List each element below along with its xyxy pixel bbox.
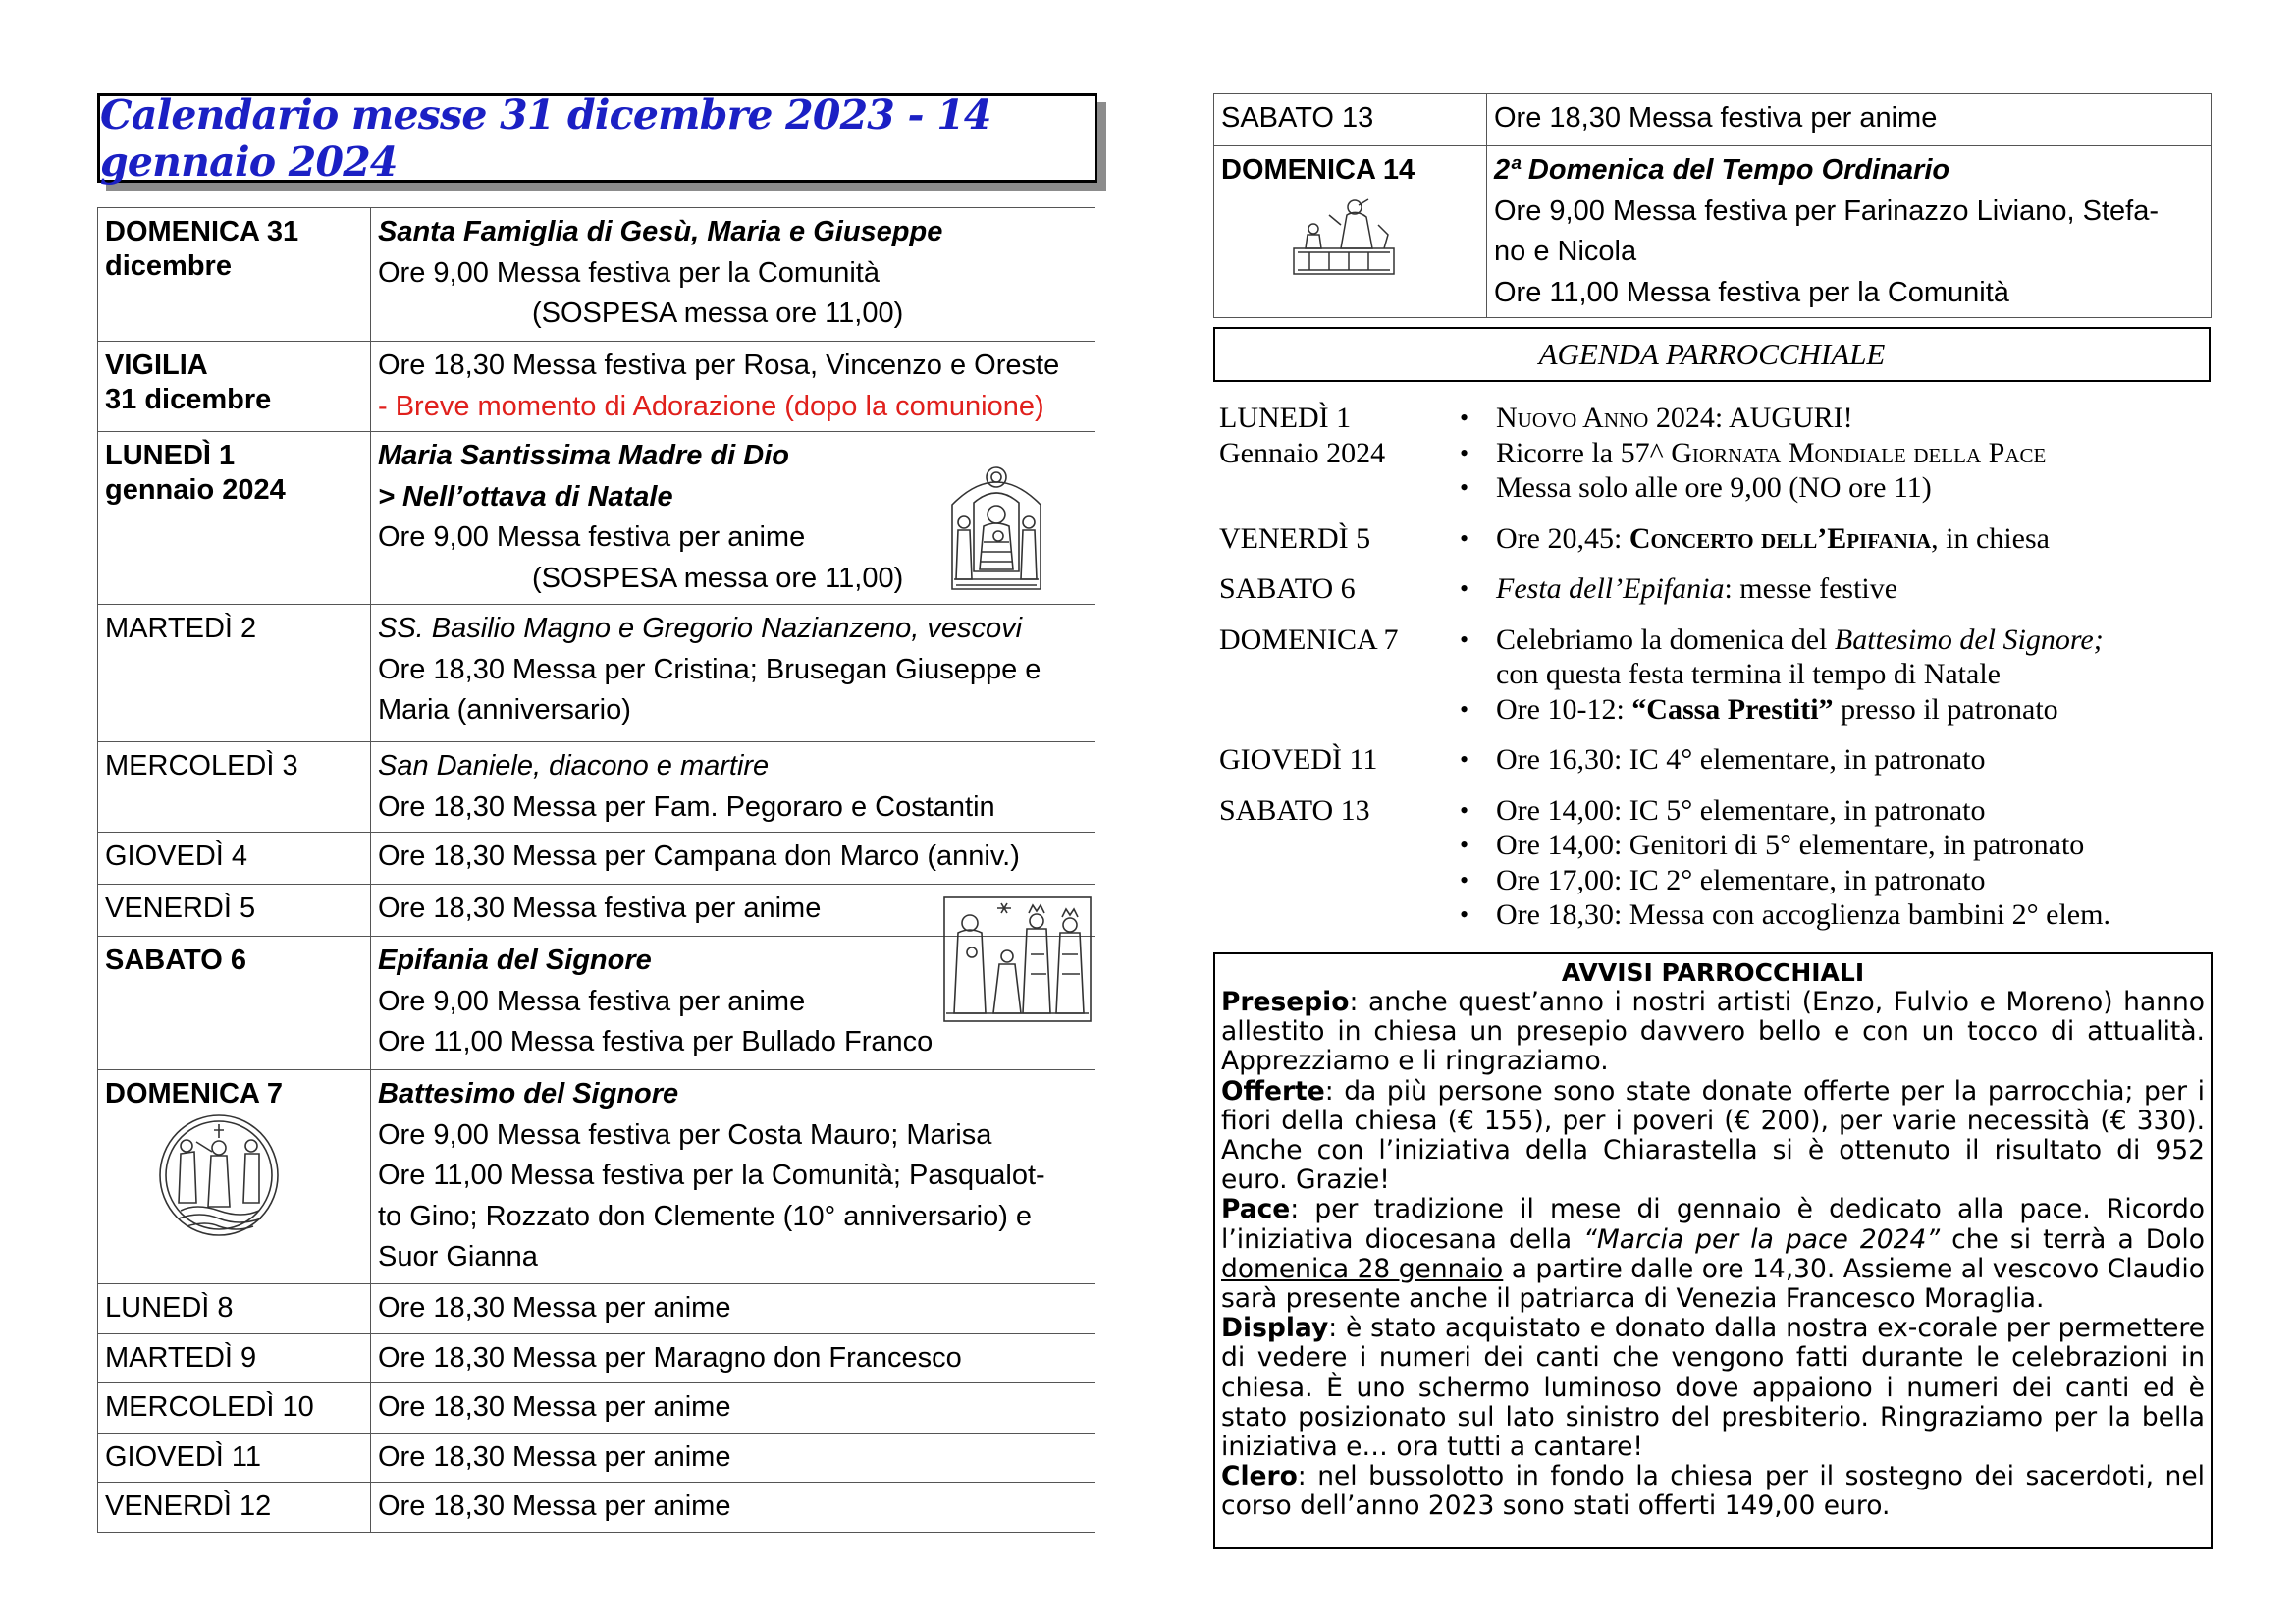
day-cell: DOMENICA 14	[1214, 146, 1487, 318]
agenda-day: VENERDÌ 5 • Ore 20,45: Concerto dell’Epifania, in chiesa	[1219, 521, 2211, 557]
calendar-row	[98, 1284, 1095, 1334]
event-cell: Santa Famiglia di Gesù, Maria e Giuseppe Ore 9,00 Messa festiva per la Comunità (SOSPESA messa ore 11,00)	[371, 208, 1095, 342]
agenda-day: LUNEDÌ 1 Gennaio 2024 • Nuovo Anno 2024: AUGURI! • Ricorre la 57^ Giornata Mondiale della Pace • Messa solo alle ore 9,00 (NO ore 11)	[1219, 401, 2211, 506]
event-cell: Battesimo del Signore Ore 9,00 Messa festiva per Costa Mauro; Marisa Ore 11,00 Messa festiva per la Comunità; Pasqualot- to Gino; Rozzato don Clemente (10° anniversario) e Suor Gianna	[371, 1070, 1095, 1284]
event-cell: Maria Santissima Madre di Dio > Nell’ottava di Natale Ore 9,00 Messa festiva per anime (SOSPESA messa ore 11,00)	[371, 432, 1095, 605]
agenda-item: • Messa solo alle ore 9,00 (NO ore 11)	[1446, 470, 2211, 506]
madonna-enthroned-illustration	[944, 454, 1048, 591]
event-cell: Ore 18,30 Messa per anime	[371, 1383, 1095, 1434]
event-cell: 2ª Domenica del Tempo Ordinario Ore 9,00 Messa festiva per Farinazzo Liviano, Stefa- no e Nicola Ore 11,00 Messa festiva per la Comunità	[1487, 146, 2212, 318]
agenda-item: • Ore 20,45: Concerto dell’Epifania, in chiesa	[1446, 521, 2211, 557]
day-cell: GIOVEDÌ 4	[98, 833, 371, 885]
day-cell: MERCOLEDÌ 10	[98, 1383, 371, 1434]
calendar-row	[1214, 146, 2212, 318]
event-cell: Ore 18,30 Messa festiva per anime	[371, 885, 1095, 937]
epiphany-magi-illustration	[942, 895, 1093, 1023]
event-cell: Ore 18,30 Messa festiva per anime	[1487, 94, 2212, 146]
event-cell: Ore 18,30 Messa per anime	[371, 1483, 1095, 1533]
day-cell: SABATO 13	[1214, 94, 1487, 146]
avvisi-box	[1213, 952, 2213, 1549]
agenda-item: • Ore 14,00: Genitori di 5° elementare, in patronato	[1446, 828, 2211, 863]
calendar-row	[98, 1433, 1095, 1483]
calendar-row	[98, 1333, 1095, 1383]
calendar-row	[98, 1383, 1095, 1434]
event-cell: Ore 18,30 Messa per Campana don Marco (anniv.)	[371, 833, 1095, 885]
page-title: Calendario messe 31 dicembre 2023 - 14 gennaio 2024	[100, 90, 991, 186]
page-title-box	[97, 90, 1097, 186]
event-cell: Ore 18,30 Messa per Maragno don Francesco	[371, 1333, 1095, 1383]
day-cell: SABATO 6	[98, 937, 371, 1070]
agenda-day: DOMENICA 7 • Celebriamo la domenica del Battesimo del Signore; con questa festa termina il tempo di Natale • Ore 10-12: “Cassa Prestiti” presso il patronato	[1219, 623, 2211, 728]
day-cell: DOMENICA 31 dicembre	[98, 208, 371, 342]
event-cell: Ore 18,30 Messa per anime	[371, 1433, 1095, 1483]
agenda-list	[1219, 401, 2211, 933]
day-cell: LUNEDÌ 8	[98, 1284, 371, 1334]
calendar-table-right	[1213, 93, 2212, 318]
event-cell: Ore 18,30 Messa per anime	[371, 1284, 1095, 1334]
agenda-day: GIOVEDÌ 11 • Ore 16,30: IC 4° elementare, in patronato	[1219, 742, 2211, 778]
avviso-presepio: Presepio: anche quest’anno i nostri artisti (Enzo, Fulvio e Moreno) hanno allestito in chiesa un presepio davvero bello e con un tocco di attualità. Apprezziamo e li ringraziamo.	[1221, 987, 2205, 1077]
agenda-item: • Nuovo Anno 2024: AUGURI!	[1446, 401, 2211, 436]
sower-parable-illustration	[1290, 195, 1398, 278]
agenda-heading: AGENDA PARROCCHIALE	[1213, 327, 2211, 382]
calendar-row	[98, 1483, 1095, 1533]
avviso-pace: Pace: per tradizione il mese di gennaio è dedicato alla pace. Ricordo l’iniziativa diocesana della “Marcia per la pace 2024” che si terrà a Dolo domenica 28 gennaio a partire dalle ore 14,30. Assieme al vescovo Claudio sarà presente anche il patriarca di Venezia Francesco Moraglia.	[1221, 1194, 2206, 1315]
avviso-display: Display: è stato acquistato e donato dalla nostra ex-corale per permettere di vedere i numeri dei canti che vengono fatti durante le celebrazioni in chiesa. È uno schermo luminoso dove appaiono i numeri dei canti ed è stato posizionato sul lato sinistro del presbiterio. Ringraziamo per la bella iniziativa e… ora tutti a cantare!	[1221, 1313, 2205, 1463]
day-cell: LUNEDÌ 1 gennaio 2024	[98, 432, 371, 605]
event-cell: Ore 18,30 Messa festiva per Rosa, Vincenzo e Oreste - Breve momento di Adorazione (dopo la comunione)	[371, 342, 1095, 432]
event-cell: Epifania del Signore Ore 9,00 Messa festiva per anime Ore 11,00 Messa festiva per Bullado Franco	[371, 937, 1095, 1070]
agenda-item: • Ore 17,00: IC 2° elementare, in patronato	[1446, 863, 2211, 898]
agenda-item: • Ore 18,30: Messa con accoglienza bambini 2° elem.	[1446, 897, 2211, 933]
agenda-item: • Ore 10-12: “Cassa Prestiti” presso il patronato	[1446, 692, 2211, 728]
calendar-table-left	[97, 207, 1095, 1533]
avviso-offerte: Offerte: da più persone sono state donate offerte per la parrocchia; per i fiori della chiesa (€ 155), per i poveri (€ 200), per varie necessità (€ 330). Anche con l’iniziativa della Chiarastella si è ottenuto il risultato di 952 euro. Grazie!	[1221, 1075, 2205, 1196]
day-cell: VIGILIA 31 dicembre	[98, 342, 371, 432]
day-cell: MARTEDÌ 2	[98, 605, 371, 742]
agenda-item: • Ricorre la 57^ Giornata Mondiale della Pace	[1446, 436, 2211, 471]
calendar-row	[98, 833, 1095, 885]
calendar-row	[1214, 94, 2212, 146]
event-cell: SS. Basilio Magno e Gregorio Nazianzeno, vescovi Ore 18,30 Messa per Cristina; Brusegan Giuseppe e Maria (anniversario)	[371, 605, 1095, 742]
day-cell: VENERDÌ 12	[98, 1483, 371, 1533]
day-cell: VENERDÌ 5	[98, 885, 371, 937]
agenda-item: • Ore 14,00: IC 5° elementare, in patronato	[1446, 793, 2211, 829]
calendar-row	[98, 208, 1095, 342]
baptism-of-christ-illustration	[157, 1112, 281, 1238]
agenda-item: • Celebriamo la domenica del Battesimo del Signore; con questa festa termina il tempo di Natale	[1446, 623, 2211, 692]
day-cell: GIOVEDÌ 11	[98, 1433, 371, 1483]
agenda-day: SABATO 13 • Ore 14,00: IC 5° elementare, in patronato • Ore 14,00: Genitori di 5° elementare, in patronato • Ore 17,00: IC 2° elementare, in patronato • Ore 18,30: Messa con accoglienza bambini 2° elem.	[1219, 793, 2211, 933]
calendar-row	[98, 605, 1095, 742]
calendar-row	[98, 742, 1095, 833]
day-cell: DOMENICA 7	[98, 1070, 371, 1284]
agenda-item: • Festa dell’Epifania: messe festive	[1446, 571, 2211, 607]
event-cell: San Daniele, diacono e martire Ore 18,30 Messa per Fam. Pegoraro e Costantin	[371, 742, 1095, 833]
agenda-item: • Ore 16,30: IC 4° elementare, in patronato	[1446, 742, 2211, 778]
day-cell: MERCOLEDÌ 3	[98, 742, 371, 833]
calendar-row	[98, 342, 1095, 432]
day-cell: MARTEDÌ 9	[98, 1333, 371, 1383]
avvisi-heading: AVVISI PARROCCHIALI	[1561, 958, 1865, 987]
avviso-clero: Clero: nel bussolotto in fondo la chiesa per il sostegno dei sacerdoti, nel corso dell’anno 2023 sono stati offerti 149,00 euro.	[1221, 1461, 2205, 1522]
agenda-day: SABATO 6 • Festa dell’Epifania: messe festive	[1219, 571, 2211, 607]
